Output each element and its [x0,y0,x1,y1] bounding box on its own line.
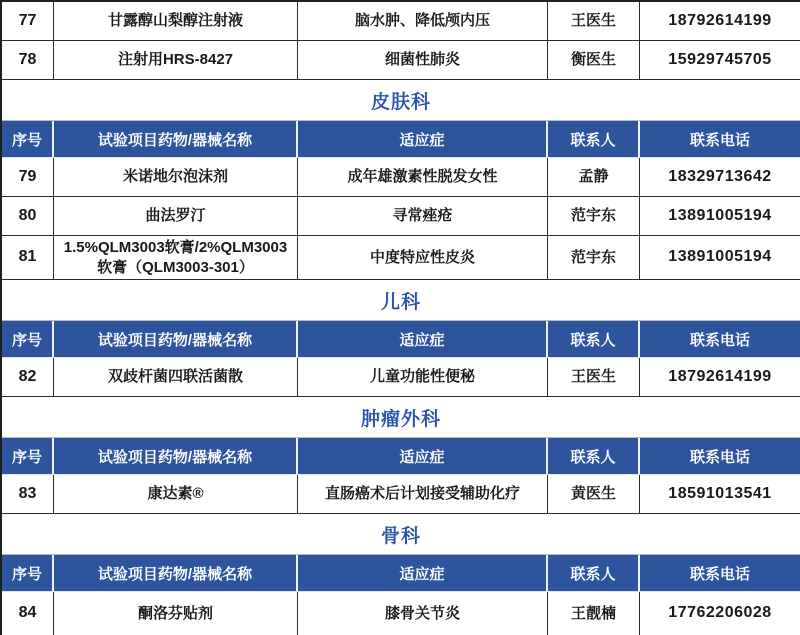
cell-contact-person: 王靓楠 [548,592,640,635]
cell-indication: 儿童功能性便秘 [298,358,548,397]
column-header-indication: 适应症 [298,555,548,592]
column-header-phone: 联系电话 [640,438,800,475]
table-row [2,358,800,397]
column-header-phone: 联系电话 [640,321,800,358]
cell-serial-number: 80 [2,197,54,236]
department-section-band [2,280,800,321]
cell-contact-phone: 13891005194 [640,236,800,280]
cell-serial-number: 78 [2,41,54,80]
column-header-name: 试验项目药物/器械名称 [54,321,298,358]
table-row [2,158,800,197]
cell-contact-person: 范宇东 [548,236,640,280]
cell-contact-phone: 13891005194 [640,197,800,236]
column-header-phone: 联系电话 [640,555,800,592]
cell-indication: 中度特应性皮炎 [298,236,548,280]
cell-drug-name: 双歧杆菌四联活菌散 [54,358,298,397]
table-row [2,475,800,514]
column-header-name: 试验项目药物/器械名称 [54,438,298,475]
cell-indication: 膝骨关节炎 [298,592,548,635]
column-header-contact: 联系人 [548,121,640,158]
table-row [2,2,800,41]
table-row [2,592,800,635]
cell-drug-name: 康达素® [54,475,298,514]
table-row [2,197,800,236]
cell-indication: 直肠癌术后计划接受辅助化疗 [298,475,548,514]
cell-contact-phone: 18792614199 [640,2,800,41]
column-header-row [2,555,800,592]
cell-drug-name: 酮洛芬贴剂 [54,592,298,635]
cell-contact-phone: 18329713642 [640,158,800,197]
department-section-title: 骨科 [380,525,421,547]
department-section-title: 儿科 [380,291,421,313]
column-header-row [2,121,800,158]
table-row [2,41,800,80]
column-header-name: 试验项目药物/器械名称 [54,121,298,158]
department-section-title: 皮肤科 [370,91,431,113]
cell-contact-person: 王医生 [548,2,640,41]
cell-contact-person: 黄医生 [548,475,640,514]
cell-serial-number: 82 [2,358,54,397]
cell-indication: 成年雄激素性脱发女性 [298,158,548,197]
column-header-indication: 适应症 [298,121,548,158]
column-header-no: 序号 [2,438,54,475]
cell-contact-phone: 18792614199 [640,358,800,397]
column-header-contact: 联系人 [548,555,640,592]
column-header-contact: 联系人 [548,438,640,475]
column-header-no: 序号 [2,121,54,158]
column-header-indication: 适应症 [298,321,548,358]
cell-drug-name: 甘露醇山梨醇注射液 [54,2,298,41]
cell-contact-person: 王医生 [548,358,640,397]
cell-serial-number: 83 [2,475,54,514]
column-header-phone: 联系电话 [640,121,800,158]
cell-contact-phone: 15929745705 [640,41,800,80]
cell-drug-name: 注射用HRS-8427 [54,41,298,80]
department-section-band [2,80,800,121]
department-section-band [2,397,800,438]
cell-indication: 脑水肿、降低颅内压 [298,2,548,41]
cell-contact-person: 孟静 [548,158,640,197]
column-header-row [2,438,800,475]
cell-serial-number: 77 [2,2,54,41]
cell-contact-phone: 18591013541 [640,475,800,514]
department-section-band [2,514,800,555]
cell-indication: 细菌性肺炎 [298,41,548,80]
column-header-contact: 联系人 [548,321,640,358]
cell-contact-person: 衡医生 [548,41,640,80]
cell-drug-name: 1.5%QLM3003软膏/2%QLM3003软膏（QLM3003-301） [54,236,298,280]
cell-drug-name: 米诺地尔泡沫剂 [54,158,298,197]
cell-serial-number: 81 [2,236,54,280]
column-header-no: 序号 [2,321,54,358]
column-header-no: 序号 [2,555,54,592]
column-header-row [2,321,800,358]
cell-indication: 寻常痤疮 [298,197,548,236]
cell-contact-person: 范宇东 [548,197,640,236]
cell-serial-number: 79 [2,158,54,197]
cell-serial-number: 84 [2,592,54,635]
cell-drug-name: 曲法罗汀 [54,197,298,236]
cell-contact-phone: 17762206028 [640,592,800,635]
department-section-title: 肿瘤外科 [360,408,441,430]
table-row [2,236,800,280]
column-header-indication: 适应症 [298,438,548,475]
column-header-name: 试验项目药物/器械名称 [54,555,298,592]
